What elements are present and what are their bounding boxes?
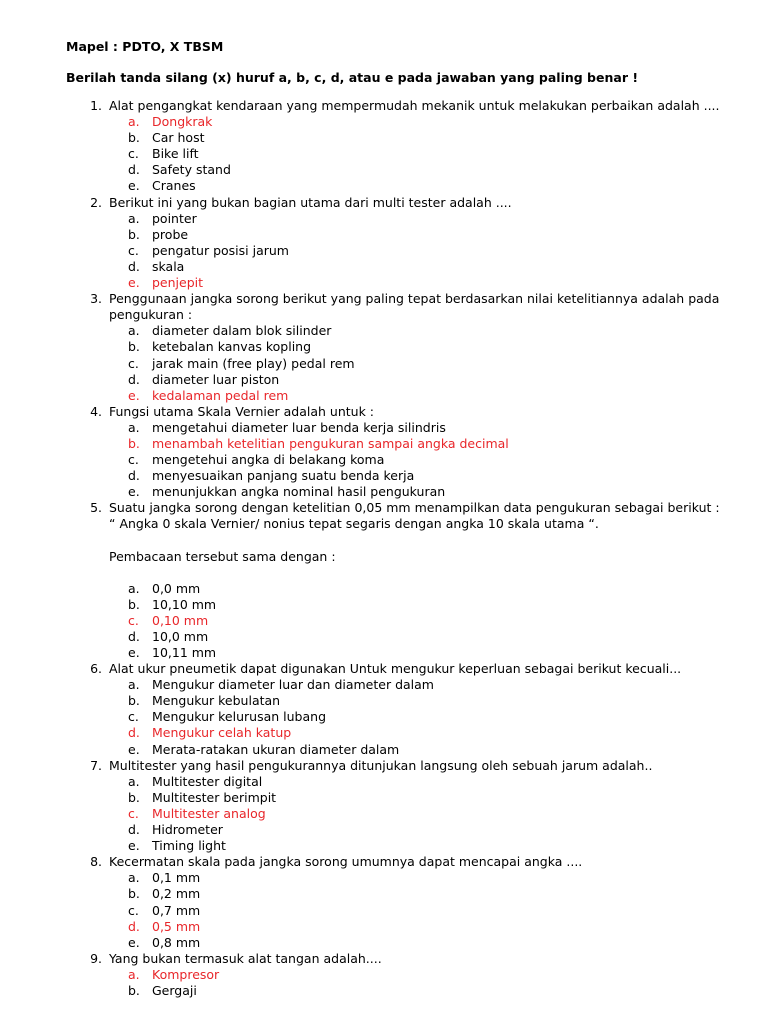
option-letter: a. — [128, 323, 140, 339]
option-letter: d. — [128, 258, 140, 274]
answer-option — [0, 774, 768, 790]
option-letter: e. — [128, 178, 140, 194]
option-text: Multitester berimpit — [152, 789, 277, 805]
answer-option — [0, 709, 768, 725]
option-letter: b. — [128, 789, 140, 805]
option-letter: d. — [128, 628, 140, 644]
option-letter: d. — [128, 371, 140, 387]
answer-option — [0, 822, 768, 838]
option-text: Mengukur kelurusan lubang — [152, 709, 326, 725]
option-text: menunjukkan angka nominal hasil pengukuran — [152, 484, 446, 500]
answer-option — [0, 886, 768, 902]
page-title: Mapel : PDTO, X TBSM — [66, 39, 224, 54]
option-letter: b. — [128, 886, 140, 902]
instruction-text: Berilah tanda silang (x) huruf a, b, c, d, atau e pada jawaban yang paling benar ! — [66, 70, 639, 85]
option-text: pengatur posisi jarum — [152, 242, 289, 258]
option-letter: e. — [128, 645, 140, 660]
question-subprompt: Pembacaan tersebut sama dengan : — [109, 548, 336, 564]
option-text: skala — [152, 258, 185, 274]
option-letter: b. — [128, 982, 140, 998]
question-text: Alat ukur pneumetik dapat digunakan Untuk mengukur keperluan sebagai berikut kecuali... — [109, 661, 682, 677]
option-text: Timing light — [152, 838, 226, 854]
option-text: 0,0 mm — [152, 580, 201, 596]
option-text: 0,5 mm — [152, 918, 201, 934]
answer-option-correct — [0, 275, 768, 291]
option-letter: c. — [128, 452, 139, 468]
answer-option — [0, 420, 768, 436]
option-text: diameter dalam blok silinder — [152, 323, 332, 339]
option-text: Merata-ratakan ukuran diameter dalam — [152, 741, 400, 757]
option-letter: a. — [128, 419, 140, 435]
answer-option-correct — [0, 388, 768, 404]
question-number: 1. — [90, 98, 102, 113]
option-letter: c. — [128, 709, 139, 725]
option-letter: a. — [128, 773, 140, 789]
question-continuation-row — [0, 516, 768, 532]
answer-option-correct — [0, 806, 768, 822]
option-text: Multitester digital — [152, 773, 263, 789]
option-text: Mengukur diameter luar dan diameter dalam — [152, 677, 434, 693]
question-5 — [0, 500, 768, 661]
option-letter: e. — [128, 838, 140, 854]
option-letter: e. — [128, 484, 140, 500]
option-text: 0,1 mm — [152, 870, 201, 886]
question-number: 4. — [90, 403, 102, 419]
answer-option — [0, 870, 768, 886]
answer-option-correct — [0, 725, 768, 741]
question-number: 3. — [90, 291, 102, 307]
option-text: Multitester analog — [152, 805, 266, 821]
option-text: diameter luar piston — [152, 371, 280, 387]
option-text: Mengukur celah katup — [152, 725, 292, 741]
question-text: pengukuran : — [109, 307, 193, 323]
option-letter: a. — [128, 677, 140, 693]
question-6 — [0, 661, 768, 758]
question-row — [0, 291, 768, 307]
option-letter: c. — [128, 902, 139, 918]
question-number: 6. — [90, 661, 102, 677]
question-row — [0, 195, 768, 211]
option-letter: c. — [128, 146, 139, 162]
question-text: Berikut ini yang bukan bagian utama dari multi tester adalah .... — [109, 194, 512, 210]
question-2 — [0, 195, 768, 292]
question-text: Kecermatan skala pada jangka sorong umumnya dapat mencapai angka .... — [109, 854, 583, 870]
answer-option-correct — [0, 613, 768, 629]
option-letter: e. — [128, 275, 140, 291]
option-letter: b. — [128, 339, 140, 355]
question-row — [0, 661, 768, 677]
question-number: 2. — [90, 194, 102, 210]
answer-option — [0, 484, 768, 500]
option-text: mengetehui angka di belakang koma — [152, 452, 385, 468]
option-letter: b. — [128, 693, 140, 709]
answer-option — [0, 629, 768, 645]
answer-option — [0, 935, 768, 951]
answer-option — [0, 227, 768, 243]
answer-option — [0, 130, 768, 146]
question-1 — [0, 98, 768, 195]
answer-option — [0, 372, 768, 388]
option-text: kedalaman pedal rem — [152, 387, 289, 403]
question-8 — [0, 854, 768, 951]
option-letter: c. — [128, 242, 139, 258]
question-list — [0, 98, 768, 999]
option-text: Car host — [152, 130, 205, 146]
option-letter: c. — [128, 805, 139, 821]
question-row — [0, 98, 768, 114]
answer-option — [0, 146, 768, 162]
option-text: Bike lift — [152, 146, 199, 162]
question-subprompt-row — [0, 549, 768, 565]
question-7 — [0, 758, 768, 855]
option-text: probe — [152, 226, 189, 242]
option-text: 10,0 mm — [152, 628, 209, 644]
question-text: “ Angka 0 skala Vernier/ nonius tepat segaris dengan angka 10 skala utama “. — [109, 516, 599, 532]
question-row — [0, 951, 768, 967]
option-letter: d. — [128, 918, 140, 934]
question-row — [0, 404, 768, 420]
question-number: 9. — [90, 950, 102, 966]
answer-option-correct — [0, 436, 768, 452]
option-text: mengetahui diameter luar benda kerja silindris — [152, 419, 446, 435]
question-3 — [0, 291, 768, 404]
answer-option — [0, 645, 768, 661]
answer-option — [0, 742, 768, 758]
answer-option — [0, 243, 768, 259]
question-row — [0, 854, 768, 870]
option-letter: d. — [128, 725, 140, 741]
option-letter: a. — [128, 114, 140, 130]
question-text: Fungsi utama Skala Vernier adalah untuk : — [109, 403, 375, 419]
option-letter: b. — [128, 226, 140, 242]
option-letter: e. — [128, 387, 140, 403]
answer-option-correct — [0, 967, 768, 983]
option-letter: e. — [128, 934, 140, 950]
option-text: Dongkrak — [152, 114, 213, 130]
option-text: 0,7 mm — [152, 902, 201, 918]
answer-option — [0, 677, 768, 693]
option-text: ketebalan kanvas kopling — [152, 339, 312, 355]
question-continuation-row — [0, 307, 768, 323]
option-text: Safety stand — [152, 162, 231, 178]
answer-option — [0, 356, 768, 372]
question-4 — [0, 404, 768, 501]
option-text: Hidrometer — [152, 822, 223, 838]
question-text: Yang bukan termasuk alat tangan adalah.... — [109, 950, 382, 966]
option-letter: d. — [128, 822, 140, 838]
option-letter: b. — [128, 130, 140, 146]
answer-option — [0, 339, 768, 355]
option-text: Cranes — [152, 178, 196, 194]
option-letter: c. — [128, 355, 139, 371]
question-text: Suatu jangka sorong dengan ketelitian 0,05 mm menampilkan data pengukuran sebagai berikut : — [109, 500, 720, 516]
answer-option-correct — [0, 114, 768, 130]
question-number: 7. — [90, 757, 102, 773]
option-text: jarak main (free play) pedal rem — [152, 355, 355, 371]
question-text: Penggunaan jangka sorong berikut yang paling tepat berdasarkan nilai ketelitiannya adalah pada — [109, 291, 720, 307]
question-number: 8. — [90, 854, 102, 870]
option-text: Gergaji — [152, 982, 197, 998]
option-text: 10,11 mm — [152, 645, 217, 660]
option-letter: c. — [128, 612, 139, 628]
option-letter: b. — [128, 596, 140, 612]
option-text: pointer — [152, 210, 197, 226]
answer-option — [0, 838, 768, 854]
option-letter: d. — [128, 468, 140, 484]
answer-option — [0, 211, 768, 227]
question-text: Multitester yang hasil pengukurannya ditunjukan langsung oleh sebuah jarum adalah.. — [109, 757, 653, 773]
option-letter: a. — [128, 210, 140, 226]
answer-option — [0, 178, 768, 194]
answer-option — [0, 581, 768, 597]
option-text: 0,8 mm — [152, 934, 201, 950]
option-text: menyesuaikan panjang suatu benda kerja — [152, 468, 415, 484]
option-letter: a. — [128, 580, 140, 596]
question-row — [0, 500, 768, 516]
answer-option — [0, 452, 768, 468]
answer-option — [0, 259, 768, 275]
option-letter: e. — [128, 741, 140, 757]
answer-option — [0, 468, 768, 484]
answer-option — [0, 162, 768, 178]
answer-option — [0, 903, 768, 919]
question-9 — [0, 951, 768, 999]
answer-option — [0, 983, 768, 999]
option-text: Kompresor — [152, 966, 220, 982]
answer-option — [0, 597, 768, 613]
answer-option — [0, 790, 768, 806]
option-text: penjepit — [152, 275, 204, 291]
option-letter: b. — [128, 435, 140, 451]
answer-option-correct — [0, 919, 768, 935]
option-text: 0,2 mm — [152, 886, 201, 902]
question-number: 5. — [90, 500, 102, 516]
question-text: Alat pengangkat kendaraan yang mempermudah mekanik untuk melakukan perbaikan adalah .... — [109, 98, 720, 113]
option-letter: d. — [128, 162, 140, 178]
answer-option — [0, 693, 768, 709]
option-letter: a. — [128, 870, 140, 886]
option-text: menambah ketelitian pengukuran sampai angka decimal — [152, 435, 509, 451]
option-letter: a. — [128, 966, 140, 982]
option-text: Mengukur kebulatan — [152, 693, 281, 709]
answer-option — [0, 323, 768, 339]
question-row — [0, 758, 768, 774]
option-text: 0,10 mm — [152, 612, 209, 628]
option-text: 10,10 mm — [152, 596, 217, 612]
